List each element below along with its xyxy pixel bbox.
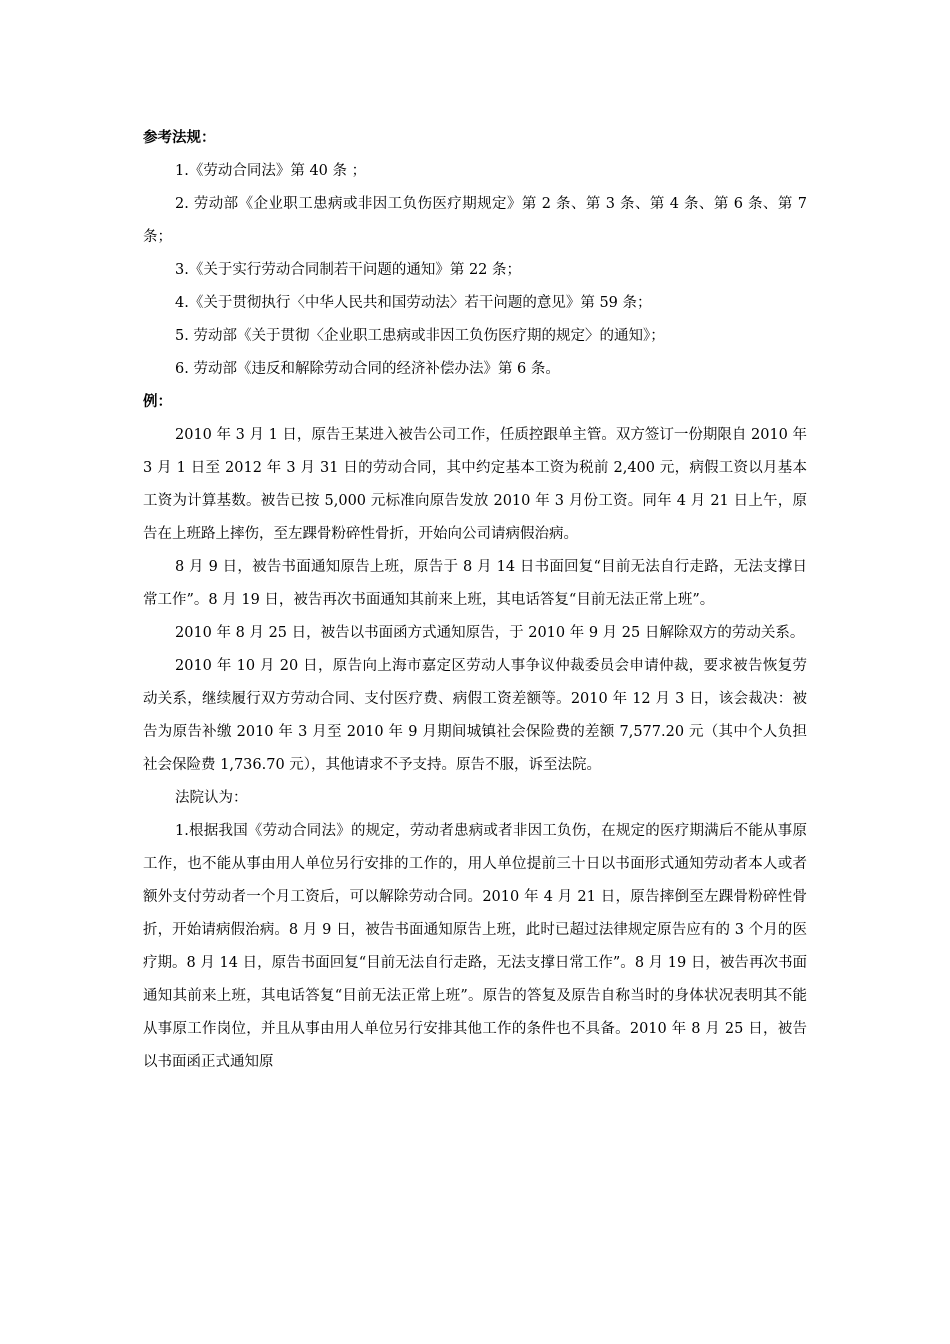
reference-item-1: 1.《劳动合同法》第 40 条 ； [175, 163, 367, 179]
reference-item-6: 6. 劳动部《违反和解除劳动合同的经济补偿办法》第 6 条。 [175, 361, 560, 377]
document-body [143, 122, 807, 1079]
references-heading: 参考法规： [143, 130, 216, 146]
court-opinion-intro: 法院认为： [175, 790, 248, 806]
example-heading: 例： [143, 394, 172, 410]
court-opinion-point-1: 1.根据我国《劳动合同法》的规定，劳动者患病或者非因工负伤，在规定的医疗期满后不能从事原工作，也不能从事由用人单位另行安排的工作的，用人单位提前三十日以书面形式通知劳动者本人或者额外支付劳动者一个月工资后，可以解除劳动合同。2010 年 4 月 21 日，原告摔倒至左踝骨粉碎性骨折，开始请病假治病。8 月 9 日，被告书面通知原告上班，此时已超过法律规定原告应有的 3 个月的医疗期。8 月 14 日，原告书面回复“目前无法自行走路，无法支撑日常工作”。8 月 19 日，被告再次书面通知其前来上班，其电话答复“目前无法正常上班”。原告的答复及原告自称当时的身体状况表明其不能从事原工作岗位，并且从事由用人单位另行安排其他工作的条件也不具备。2010 年 8 月 25 日，被告以书面函正式通知原 [143, 823, 807, 1070]
example-paragraph-4: 2010 年 10 月 20 日，原告向上海市嘉定区劳动人事争议仲裁委员会申请仲裁，要求被告恢复劳动关系，继续履行双方劳动合同、支付医疗费、病假工资差额等。2010 年 12 月 3 日，该会裁决：被告为原告补缴 2010 年 3 月至 2010 年 9 月期间城镇社会保险费的差额 7,577.20 元（其中个人负担社会保险费 1,736.70 元），其他请求不予支持。原告不服，诉至法院。 [143, 658, 807, 773]
reference-item-4: 4.《关于贯彻执行〈中华人民共和国劳动法〉若干问题的意见》第 59 条； [175, 295, 652, 311]
reference-item-5: 5. 劳动部《关于贯彻〈企业职工患病或非因工负伤医疗期的规定〉的通知》； [175, 328, 665, 344]
reference-item-2: 2. 劳动部《企业职工患病或非因工负伤医疗期规定》第 2 条、第 3 条、第 4 条、第 6 条、第 7 条； [143, 196, 807, 245]
example-paragraph-2: 8 月 9 日，被告书面通知原告上班，原告于 8 月 14 日书面回复“目前无法自行走路，无法支撑日常工作”。8 月 19 日，被告再次书面通知其前来上班，其电话答复“目前无法正常上班”。 [143, 559, 807, 608]
reference-item-3: 3.《关于实行劳动合同制若干问题的通知》第 22 条； [175, 262, 522, 278]
example-paragraph-3: 2010 年 8 月 25 日，被告以书面函方式通知原告，于 2010 年 9 月 25 日解除双方的劳动关系。 [175, 625, 805, 641]
example-paragraph-1: 2010 年 3 月 1 日，原告王某进入被告公司工作，任质控跟单主管。双方签订一份期限自 2010 年 3 月 1 日至 2012 年 3 月 31 日的劳动合同，其中约定基本工资为税前 2,400 元，病假工资以月基本工资为计算基数。被告已按 5,000 元标准向原告发放 2010 年 3 月份工资。同年 4 月 21 日上午，原告在上班路上摔伤，至左踝骨粉碎性骨折，开始向公司请病假治病。 [143, 427, 808, 542]
